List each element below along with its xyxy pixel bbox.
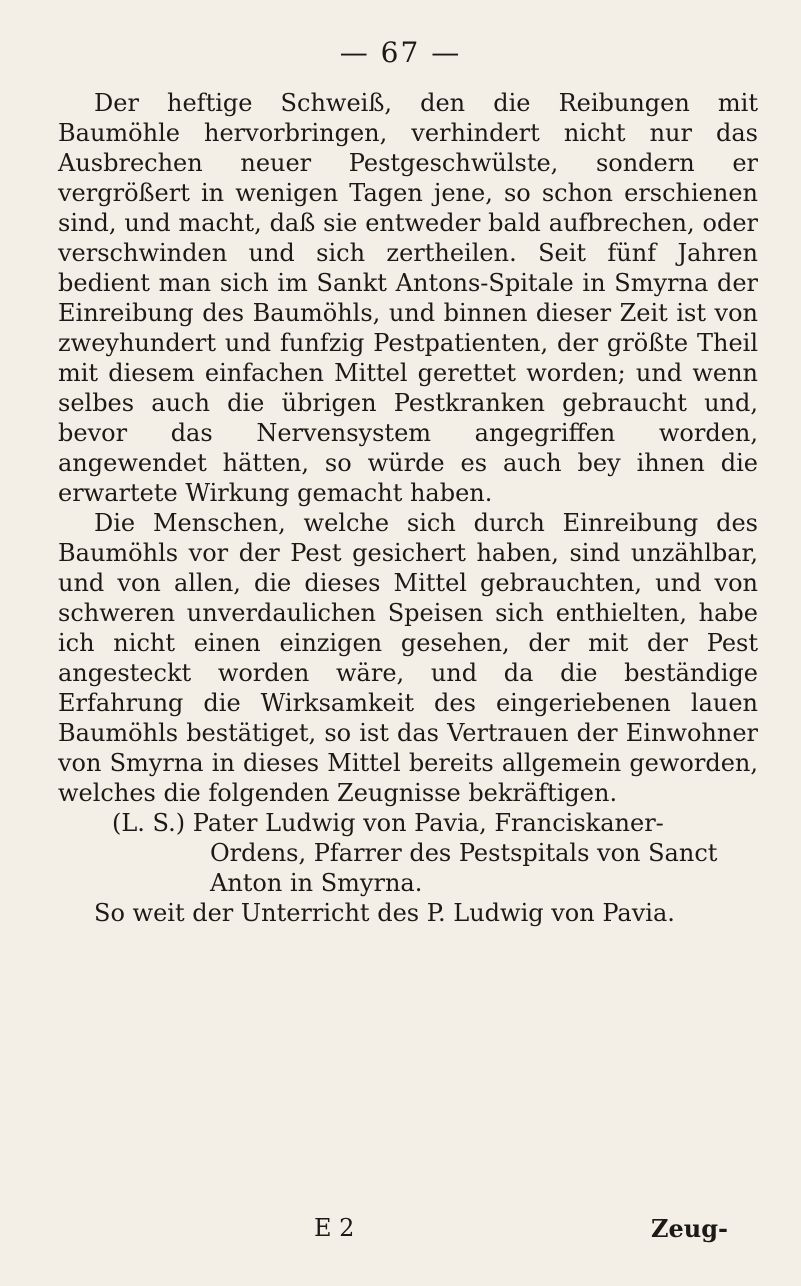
page-body (58, 88, 758, 928)
signature-line: Anton in Smyrna. (210, 869, 423, 897)
catchword: Zeug- (651, 1214, 728, 1243)
paragraph: Der heftige Schweiß, den die Reibungen mit Baumöhle hervorbringen, verhindert nicht nur das Ausbrechen neuer Pestgeschwülste, sondern er vergrößert in wenigen Tagen jene, so schon erschienen sind, und macht, daß sie entweder bald aufbrechen, oder verschwinden und sich zertheilen. Seit fünf Jahren bedient man sich im Sankt Antons-Spitale in Smyrna der Einreibung des Baumöhls, und binnen dieser Zeit ist von zweyhundert und funfzig Pestpatienten, der größte Theil mit diesem einfachen Mittel gerettet worden; und wenn selbes auch die übrigen Pestkranken gebraucht und, bevor das Nervensystem angegriffen worden, angewendet hätten, so würde es auch bey ihnen die erwartete Wirkung gemacht haben. (58, 89, 758, 507)
paragraph: Die Menschen, welche sich durch Einreibung des Baumöhls vor der Pest gesichert haben, sind unzählbar, und von allen, die dieses Mittel gebrauchten, und von schweren unverdaulichen Speisen sich enthielten, habe ich nicht einen einzigen gesehen, der mit der Pest angesteckt worden wäre, und da die beständige Erfahrung die Wirksamkeit des eingeriebenen lauen Baumöhls bestätiget, so ist das Vertrauen der Einwohner von Smyrna in dieses Mittel bereits allgemein geworden, welches die folgenden Zeugnisse bekräftigen. (58, 509, 758, 807)
seal-mark: (L. S.) (112, 809, 186, 837)
signature-line: Pater Ludwig von Pavia, Franciskaner- (192, 809, 664, 837)
signature-mark: E 2 (314, 1214, 355, 1242)
attestation: So weit der Unterricht des P. Ludwig von Pavia. (94, 899, 675, 927)
page-footer (58, 1214, 758, 1246)
signature-line: Ordens, Pfarrer des Pestspitals von Sanct (210, 839, 718, 867)
page-number: — 67 — (339, 36, 462, 69)
signature-block (58, 808, 758, 898)
